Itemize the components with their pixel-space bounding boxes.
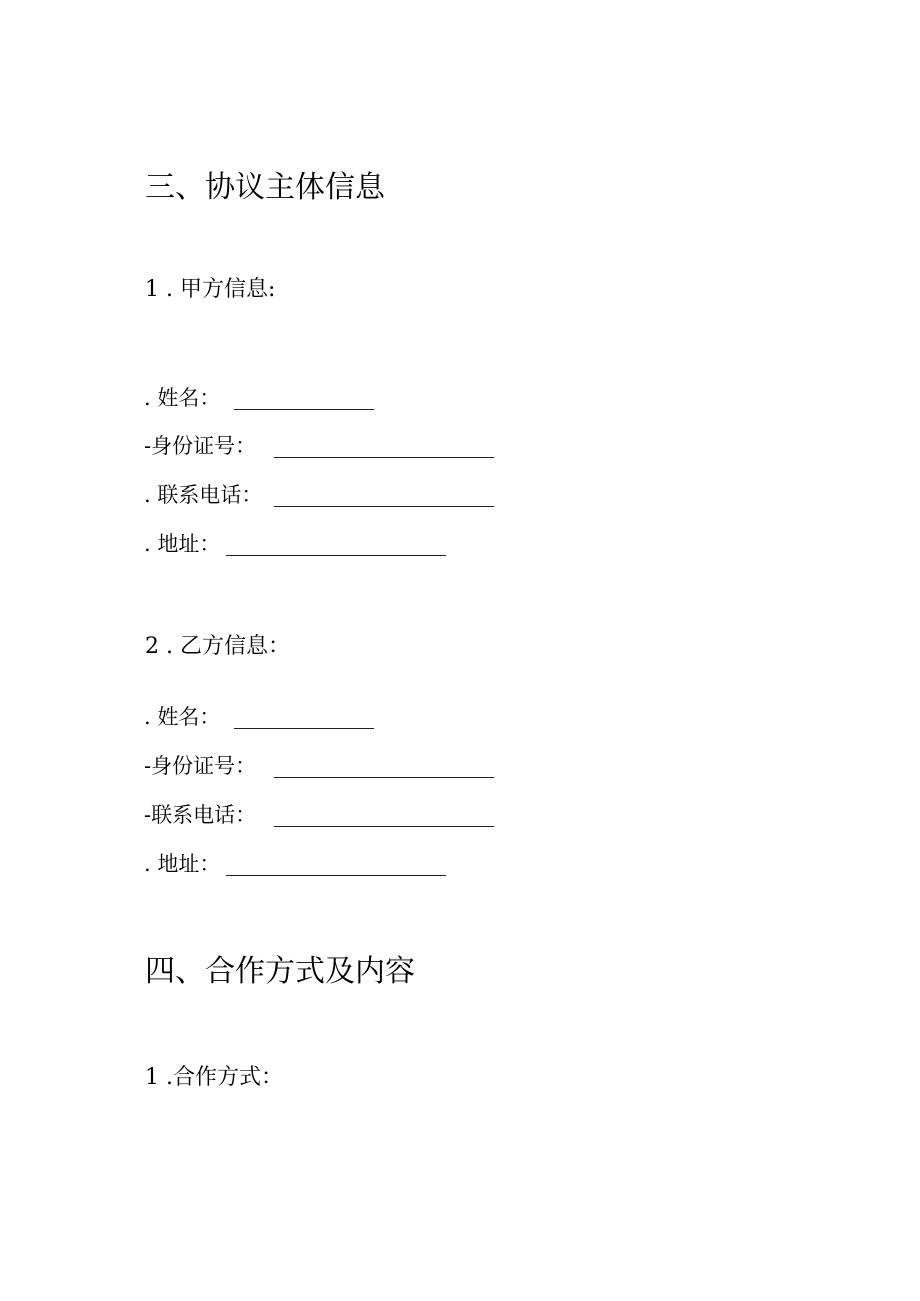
party-b-address-label: . 地址：	[144, 852, 221, 876]
party-a-id-label: -身份证号：	[144, 434, 257, 458]
party-a-phone-label: . 联系电话：	[144, 483, 263, 507]
section-heading-agreement-parties: 三、协议主体信息	[145, 170, 385, 205]
party-b-id-label: -身份证号：	[144, 754, 257, 778]
party-b-phone-blank[interactable]	[274, 826, 494, 827]
party-a-heading: 1 . 甲方信息:	[145, 277, 276, 302]
cooperation-method-heading: 1 .合作方式：	[145, 1065, 283, 1090]
party-a-id-blank[interactable]	[274, 457, 494, 458]
party-a-address-label: . 地址：	[144, 532, 221, 556]
party-b-name-label: . 姓名：	[144, 705, 221, 729]
party-b-name-blank[interactable]	[234, 728, 374, 729]
party-a-address-blank[interactable]	[226, 555, 446, 556]
party-a-phone-blank[interactable]	[274, 506, 494, 507]
party-a-name-label: . 姓名：	[144, 386, 221, 410]
party-b-id-blank[interactable]	[274, 777, 494, 778]
party-b-address-blank[interactable]	[226, 875, 446, 876]
party-a-name-blank[interactable]	[234, 409, 374, 410]
party-b-phone-label: -联系电话：	[144, 803, 257, 827]
party-b-heading: 2 . 乙方信息：	[145, 634, 290, 659]
section-heading-cooperation: 四、合作方式及内容	[145, 954, 415, 989]
